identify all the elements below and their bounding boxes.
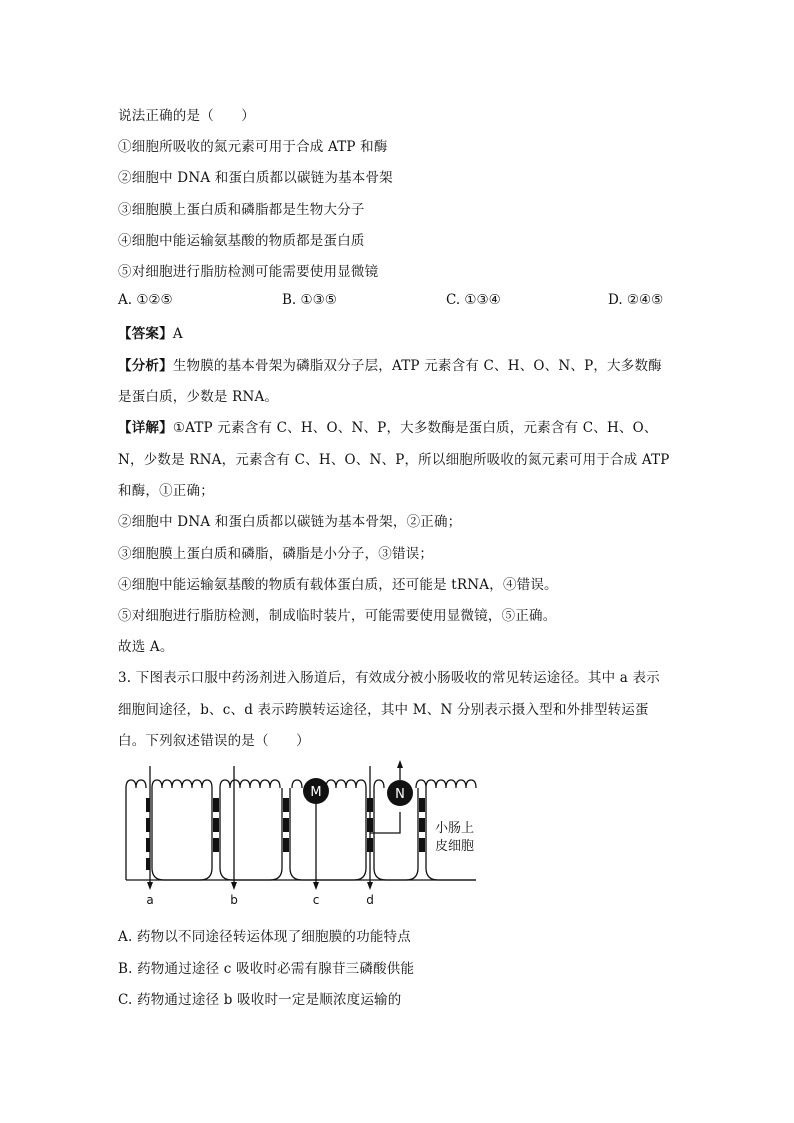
answer-label: 【答案】 <box>118 326 173 342</box>
statement-2: ②细胞中 DNA 和蛋白质都以碳链为基本骨架 <box>118 170 393 186</box>
detail-line-7: ⑤对细胞进行脂肪检测，制成临时装片，可能需要使用显微镜，⑤正确。 <box>118 608 557 624</box>
statement-5: ⑤对细胞进行脂肪检测可能需要使用显微镜 <box>118 264 379 280</box>
choice3-c: C. 药物通过途径 b 吸收时一定是顺浓度运输的 <box>118 992 402 1008</box>
cell-label-line-1: 小肠上 <box>435 821 475 836</box>
option-c: C. ①③④ <box>446 292 501 308</box>
answer-value: A <box>172 326 183 342</box>
cell-3 <box>220 788 282 880</box>
detail-line-2: N，少数是 RNA，元素含有 C、H、O、N、P，所以细胞所吸收的氮元素可用于合成 ATP <box>118 452 670 468</box>
statement-1: ①细胞所吸收的氮元素可用于合成 ATP 和酶 <box>118 139 388 155</box>
analysis-label: 【分析】 <box>118 358 173 374</box>
cell-4 <box>290 788 366 880</box>
microvilli-border <box>126 780 476 788</box>
question-stem-tail: 说法正确的是（ ） <box>118 108 255 124</box>
detail-line-6: ④细胞中能运输氨基酸的物质有载体蛋白质，还可能是 tRNA，④错误。 <box>118 577 558 593</box>
choice3-b: B. 药物通过途径 c 吸收时必需有腺苷三磷酸供能 <box>118 961 415 977</box>
option-d: D. ②④⑤ <box>608 292 664 308</box>
cell-2 <box>152 788 212 880</box>
option-a: A. ①②⑤ <box>118 292 173 308</box>
detail-label: 【详解】 <box>118 420 173 436</box>
analysis-line-2: 是蛋白质，少数是 RNA。 <box>118 389 279 405</box>
option-b: B. ①③⑤ <box>282 292 337 308</box>
detail-line-5: ③细胞膜上蛋白质和磷脂，磷脂是小分子，③错误； <box>118 546 434 562</box>
question3-line-2: 细胞间途径，b、c、d 表示跨膜转运途径，其中 M、N 分别表示摄入型和外排型转运蛋 <box>118 702 649 718</box>
cell-label-line-2: 皮细胞 <box>435 839 475 854</box>
path-d-label: d <box>366 893 374 907</box>
protein-n-label: N <box>395 787 405 802</box>
intestinal-transport-diagram <box>120 758 480 908</box>
detail-line-8: 故选 A。 <box>118 639 174 655</box>
detail-line-3: 和酶，①正确； <box>118 483 214 499</box>
path-b-label: b <box>230 893 238 907</box>
answer-line <box>118 322 183 342</box>
question3-line-3: 白。下列叙述错误的是（ ） <box>118 733 310 749</box>
choice3-a: A. 药物以不同途径转运体现了细胞膜的功能特点 <box>118 929 411 945</box>
protein-m-label: M <box>310 785 322 800</box>
analysis-line-1 <box>118 354 662 374</box>
statement-3: ③细胞膜上蛋白质和磷脂都是生物大分子 <box>118 202 365 218</box>
analysis-text-1: 生物膜的基本骨架为磷脂双分子层，ATP 元素含有 C、H、O、N、P，大多数酶 <box>172 358 662 374</box>
question3-line-1: 3. 下图表示口服中药汤剂进入肠道后，有效成分被小肠吸收的常见转运途径。其中 a 表示 <box>118 670 660 686</box>
statement-4: ④细胞中能运输氨基酸的物质都是蛋白质 <box>118 233 365 249</box>
path-a-label: a <box>146 893 154 907</box>
detail-line-1 <box>118 416 658 436</box>
tight-junctions <box>146 798 425 870</box>
detail-text-1: ①ATP 元素含有 C、H、O、N、P，大多数酶是蛋白质，元素含有 C、H、O、 <box>172 420 658 436</box>
detail-line-4: ②细胞中 DNA 和蛋白质都以碳链为基本骨架，②正确； <box>118 514 462 530</box>
path-c-label: c <box>312 893 320 907</box>
